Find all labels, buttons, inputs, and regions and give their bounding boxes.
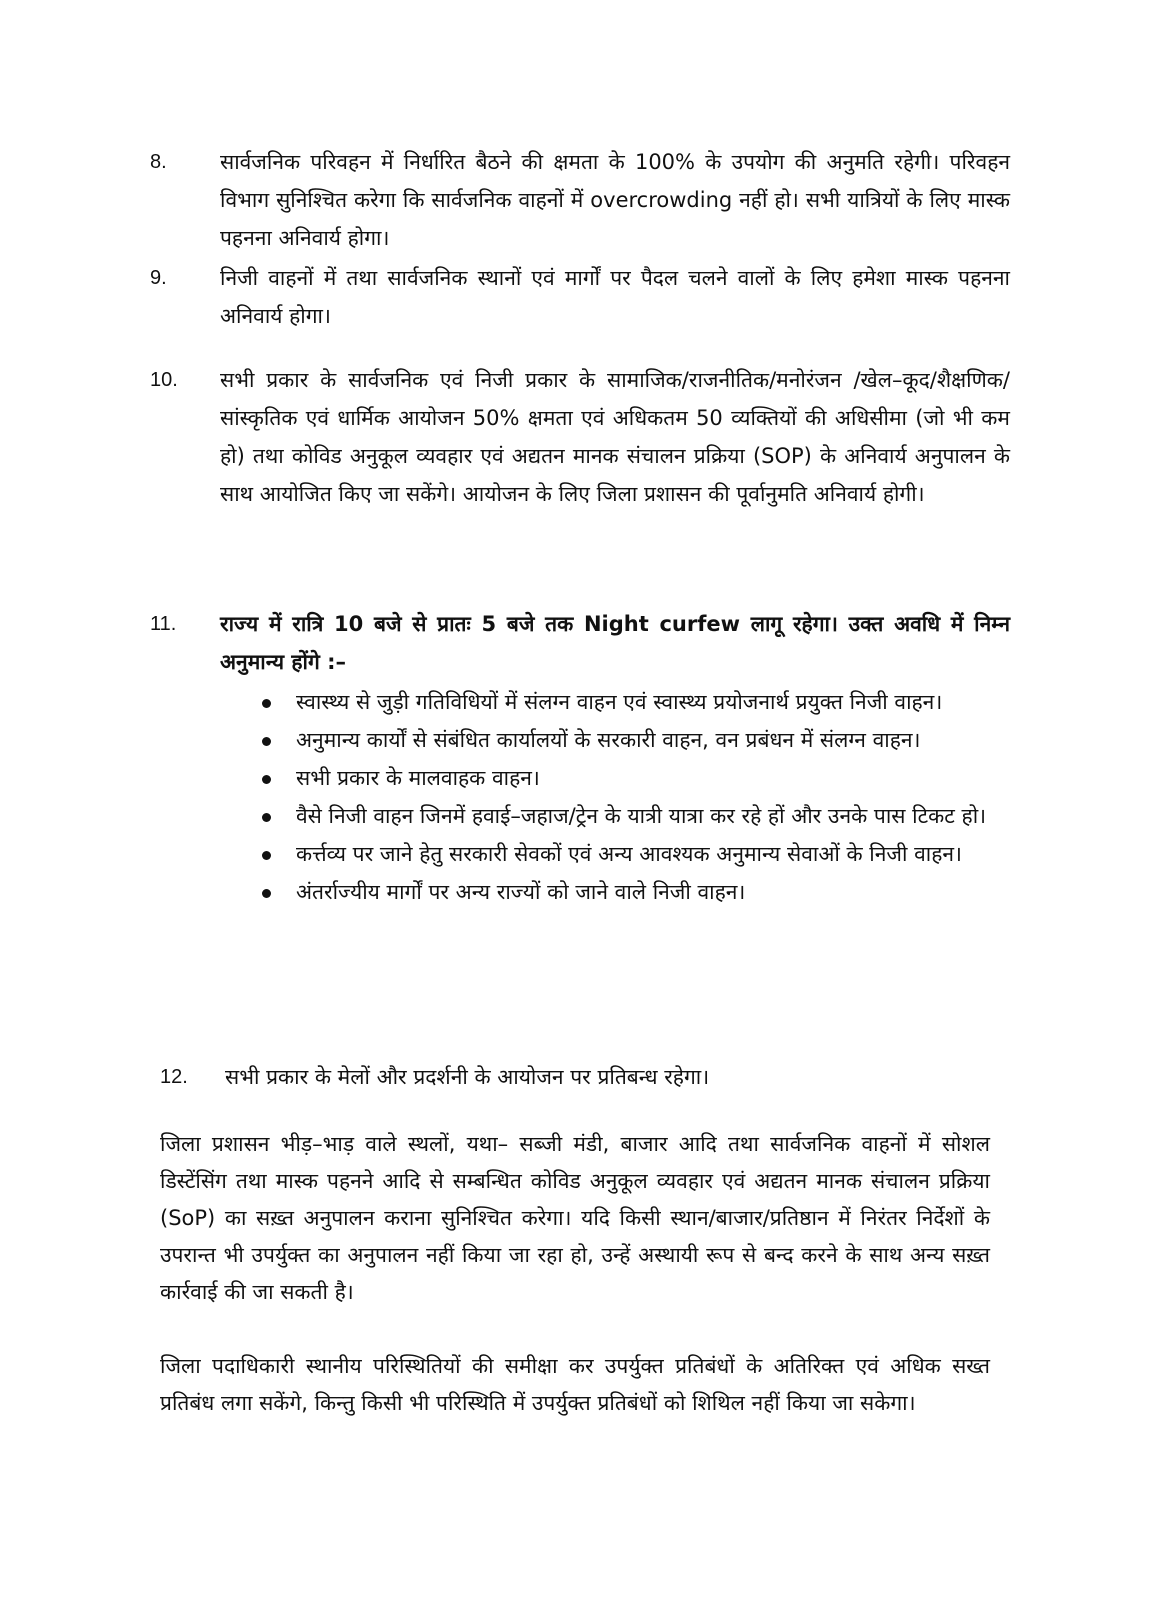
list-item-10: [150, 361, 1010, 589]
bullet-item: [258, 840, 1008, 868]
item-text: राज्य में रात्रि 10 बजे से प्रातः 5 बजे तक Night curfew लागू रहेगा। उक्त अवधि में निम्न अनुमान्य होंगे :–: [220, 612, 1010, 674]
item-text: निजी वाहनों में तथा सार्वजनिक स्थानों एवं मार्गों पर पैदल चलने वालों के लिए हमेशा मास्क पहनना अनिवार्य होगा।: [220, 266, 1010, 328]
bullet-icon: [262, 775, 271, 784]
item-number: 11.: [150, 613, 177, 635]
bullet-item: [258, 688, 1008, 716]
bullet-text: अंतर्राज्यीय मार्गों पर अन्य राज्यों को जाने वाले निजी वाहन।: [296, 880, 746, 904]
item-text: सभी प्रकार के सार्वजनिक एवं निजी प्रकार के सामाजिक/राजनीतिक/मनोरंजन /खेल–कूद/शैक्षणिक/सांस्कृतिक एवं धार्मिक आयोजन 50% क्षमता एवं अधिकतम 50 व्यक्तियों की अधिसीमा (जो भी कम हो) तथा कोविड अनुकूल व्यवहार एवं अद्यतन मानक संचालन प्रक्रिया (SOP) के अनिवार्य अनुपालन के साथ आयोजित किए जा सकेंगे। आयोजन के लिए जिला प्रशासन की पूर्वानुमति अनिवार्य होगी।: [220, 368, 1010, 506]
bullet-icon: [262, 699, 271, 708]
bullet-text: अनुमान्य कार्यों से संबंधित कार्यालयों के सरकारी वाहन, वन प्रबंधन में संलग्न वाहन।: [296, 728, 921, 752]
item-number: 9.: [150, 267, 167, 289]
bullet-icon: [262, 737, 271, 746]
paragraph-enforcement: जिला प्रशासन भीड़–भाड़ वाले स्थलों, यथा– सब्जी मंडी, बाजार आदि तथा सार्वजनिक वाहनों में सोशल डिस्टेंसिंग तथा मास्क पहनने आदि से सम्बन्धित कोविड अनुकूल व्यवहार एवं अद्यतन मानक संचालन प्रक्रिया (SoP) का सख़्त अनुपालन कराना सुनिश्चित करेगा। यदि किसी स्थान/बाजार/प्रतिष्ठान में निरंतर निर्देशों के उपरान्त भी उपर्युक्त का अनुपालन नहीं किया जा रहा हो, उन्हें अस्थायी रूप से बन्द करने के साथ अन्य सख़्त कार्रवाई की जा सकती है।: [160, 1132, 990, 1304]
item-number: 8.: [150, 151, 167, 173]
bullet-item: [258, 726, 1008, 754]
bullet-item: [258, 764, 1008, 792]
list-item-9: [150, 259, 1010, 335]
bullet-item: [258, 878, 1008, 906]
list-item-8: [150, 143, 1010, 257]
bullet-text: स्वास्थ्य से जुड़ी गतिविधियों में संलग्न वाहन एवं स्वास्थ्य प्रयोजनार्थ प्रयुक्त निजी वाहन।: [296, 690, 943, 714]
list-item-12: [160, 1058, 1020, 1098]
bullet-icon: [262, 889, 271, 898]
bullet-icon: [262, 813, 271, 822]
item-text: सार्वजनिक परिवहन में निर्धारित बैठने की क्षमता के 100% के उपयोग की अनुमति रहेगी। परिवहन विभाग सुनिश्चित करेगा कि सार्वजनिक वाहनों में overcrowding नहीं हो। सभी यात्रियों के लिए मास्क पहनना अनिवार्य होगा।: [220, 150, 1010, 250]
paragraph-district-authority: जिला पदाधिकारी स्थानीय परिस्थितियों की समीक्षा कर उपर्युक्त प्रतिबंधों के अतिरिक्त एवं अधिक सख्त प्रतिबंध लगा सकेंगे, किन्तु किसी भी परिस्थिति में उपर्युक्त प्रतिबंधों को शिथिल नहीं किया जा सकेगा।: [160, 1354, 990, 1415]
item-number: 10.: [150, 369, 178, 391]
bullet-text: कर्त्तव्य पर जाने हेतु सरकारी सेवकों एवं अन्य आवश्यक अनुमान्य सेवाओं के निजी वाहन।: [296, 842, 962, 866]
bullet-icon: [262, 851, 271, 860]
item-number: 12.: [160, 1066, 188, 1088]
bullet-item: [258, 802, 1008, 830]
permitted-vehicles-list: [258, 688, 1008, 906]
list-item-11: [150, 605, 1010, 681]
item-text: सभी प्रकार के मेलों और प्रदर्शनी के आयोजन पर प्रतिबन्ध रहेगा।: [225, 1065, 710, 1089]
bullet-text: सभी प्रकार के मालवाहक वाहन।: [296, 766, 540, 790]
bullet-text: वैसे निजी वाहन जिनमें हवाई–जहाज/ट्रेन के यात्री यात्रा कर रहे हों और उनके पास टिकट हो।: [296, 804, 987, 828]
